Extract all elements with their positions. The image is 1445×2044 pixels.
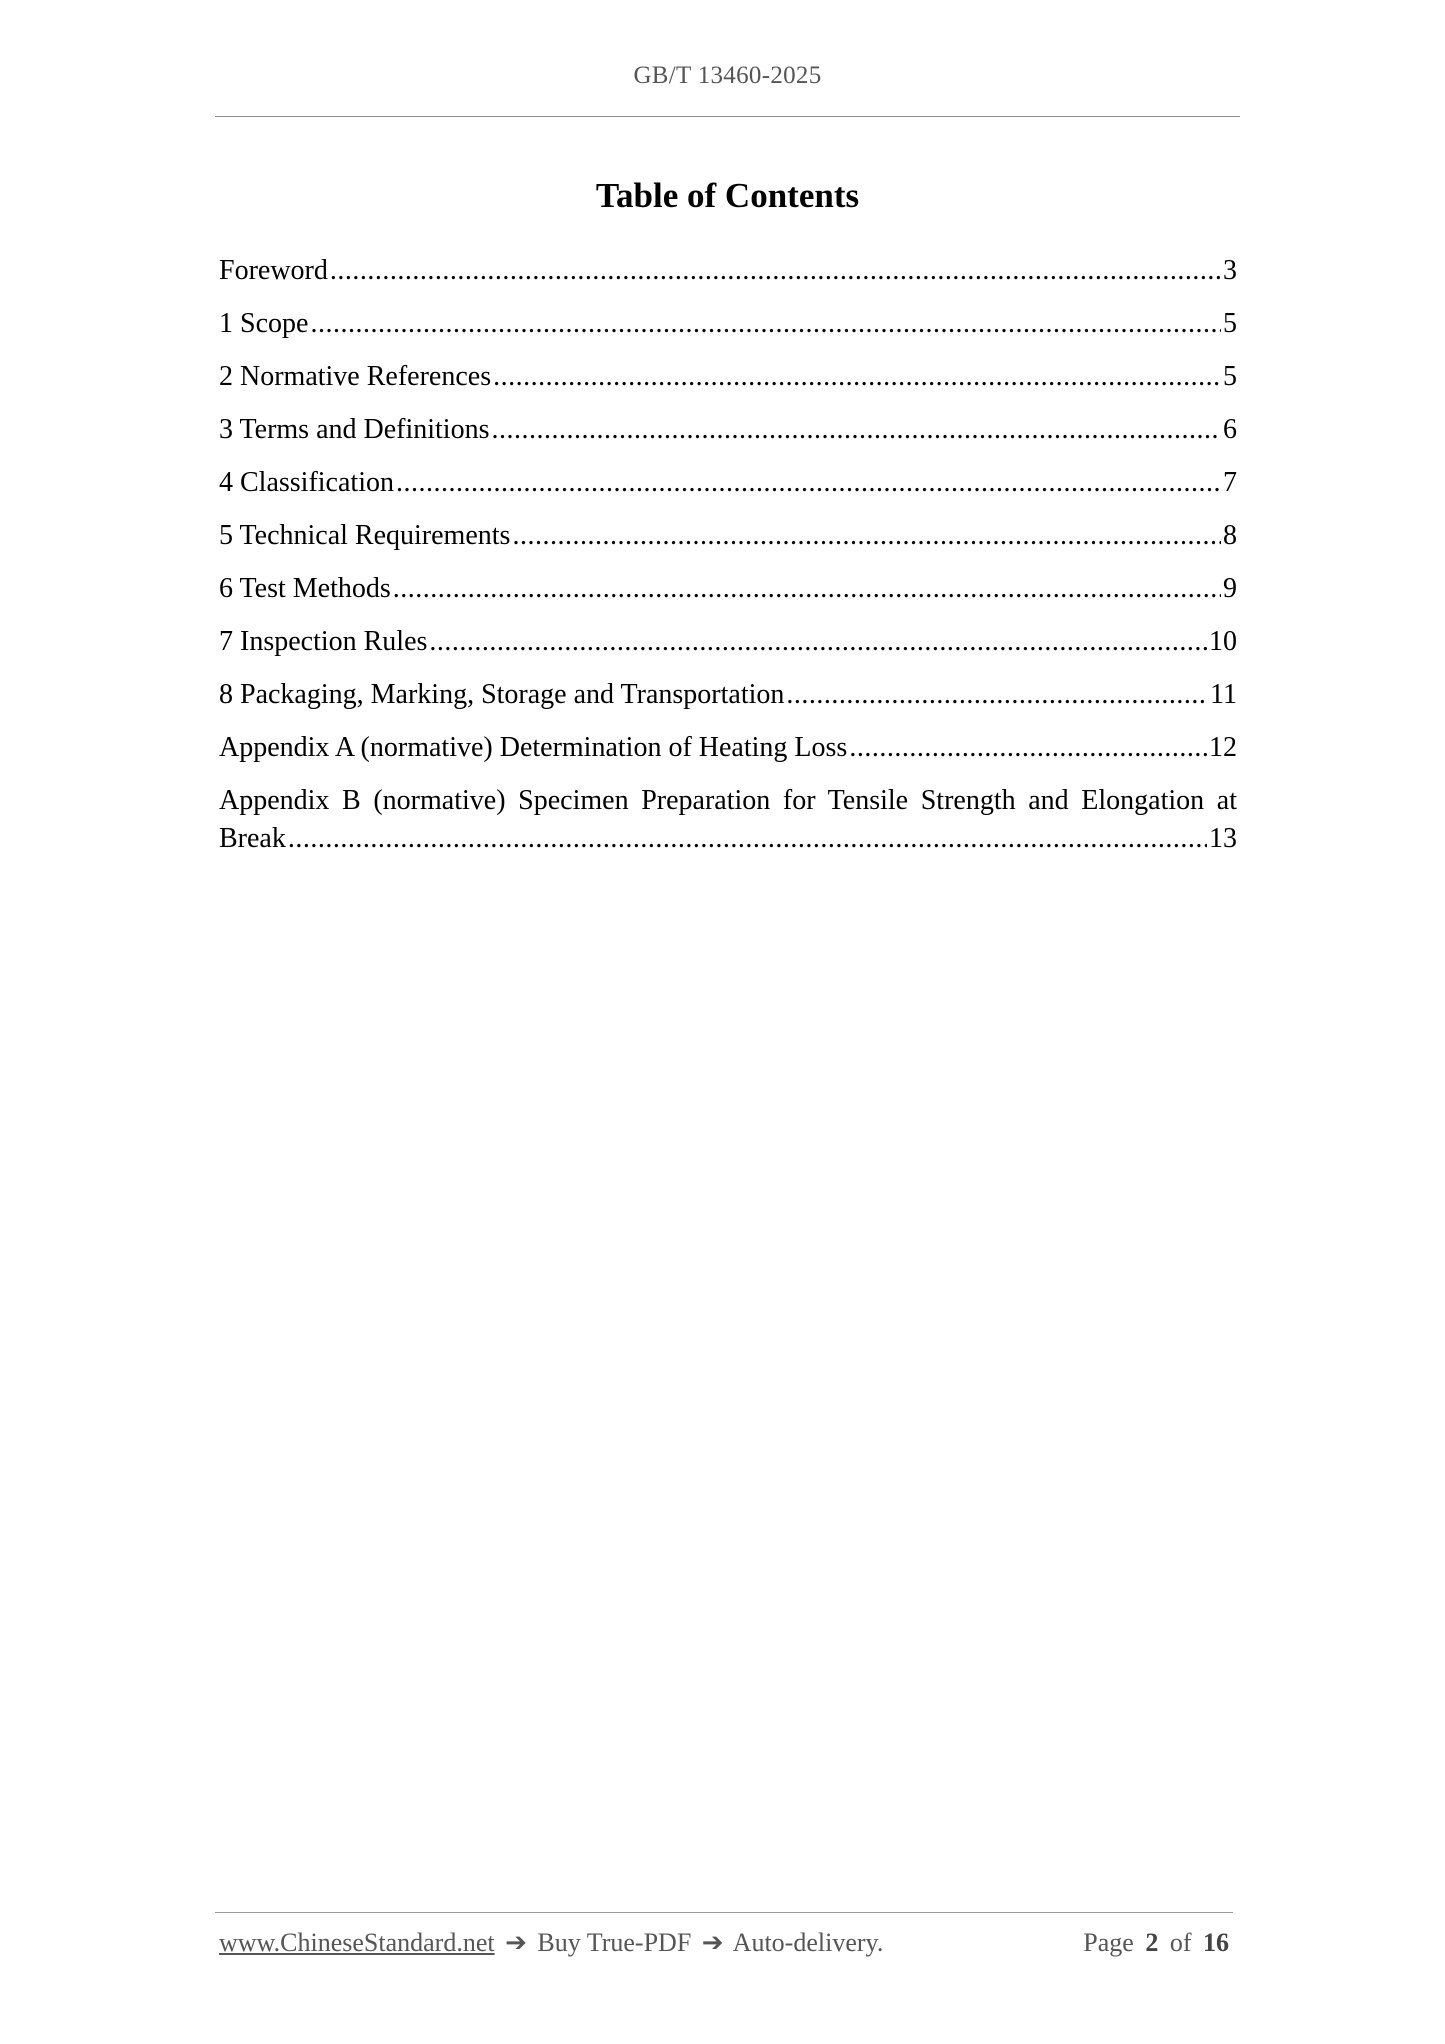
toc-entry-test-methods[interactable]: [219, 570, 1237, 623]
toc-entry-label: 7 Inspection Rules: [219, 626, 428, 657]
page-counter: [1078, 1928, 1229, 1958]
toc-entry-page: 3: [1223, 255, 1237, 286]
toc-entry-page: 11: [1210, 679, 1237, 710]
toc-leader-dots: [493, 358, 1221, 396]
toc-entry-classification[interactable]: [219, 464, 1237, 517]
toc-entry-appendix-a[interactable]: [219, 729, 1237, 782]
toc-entry-page: 13: [1209, 823, 1237, 854]
toc-entry-scope[interactable]: [219, 305, 1237, 358]
of-word: of: [1169, 1928, 1192, 1957]
toc-entry-page: 8: [1223, 520, 1237, 551]
toc-entry-label: Appendix B (normative) Specimen Preparation for Tensile Strength and Elongation at: [219, 785, 1237, 816]
toc-entry-page: 5: [1223, 361, 1237, 392]
toc-leader-dots: [849, 729, 1207, 767]
toc-entry-foreword[interactable]: [219, 252, 1237, 305]
toc-entry-label: 6 Test Methods: [219, 573, 391, 604]
toc-entry-page: 6: [1223, 414, 1237, 445]
toc-entry-label: 8 Packaging, Marking, Storage and Transportation: [219, 679, 785, 710]
buy-true-pdf-text: Buy True-PDF: [537, 1928, 692, 1957]
total-pages-number: 16: [1203, 1928, 1229, 1957]
toc-entry-page: 9: [1223, 573, 1237, 604]
toc-entry-label: 5 Technical Requirements: [219, 520, 511, 551]
toc-entry-page: 10: [1209, 626, 1237, 657]
toc-entry-label: 2 Normative References: [219, 361, 492, 392]
toc-leader-dots: [288, 820, 1207, 858]
toc-leader-dots: [429, 623, 1207, 661]
toc-leader-dots: [512, 517, 1221, 555]
toc-entry-label: 1 Scope: [219, 308, 309, 339]
toc-entry-page: 12: [1209, 732, 1237, 763]
page-footer: [219, 1928, 1229, 1958]
toc-entry-appendix-b[interactable]: [219, 782, 1237, 858]
toc-entry-label: 4 Classification: [219, 467, 394, 498]
toc-entry-label: Appendix A (normative) Determination of Heating Loss: [219, 732, 848, 763]
toc-title: Table of Contents: [595, 176, 860, 215]
toc-leader-dots: [330, 252, 1221, 290]
toc-entry-packaging[interactable]: [219, 676, 1237, 729]
site-link[interactable]: www.ChineseStandard.net: [219, 1928, 495, 1957]
document-id-header: GB/T 13460-2025: [633, 62, 822, 89]
toc-leader-dots: [393, 570, 1221, 608]
right-arrow-icon: ➔: [505, 1928, 527, 1957]
toc-entry-inspection-rules[interactable]: [219, 623, 1237, 676]
toc-entry-terms-and-definitions[interactable]: [219, 411, 1237, 464]
toc-entry-page: 5: [1223, 308, 1237, 339]
toc-entry-technical-requirements[interactable]: [219, 517, 1237, 570]
footer-promo: [219, 1928, 883, 1958]
toc-leader-dots: [396, 464, 1221, 502]
toc-leader-dots: [786, 676, 1208, 714]
toc-entry-label-continued: Break: [219, 823, 286, 854]
footer-divider: [215, 1912, 1233, 1913]
table-of-contents: [219, 252, 1237, 858]
header-divider: [215, 116, 1240, 117]
toc-entry-label: Foreword: [219, 255, 328, 286]
page-word: Page: [1083, 1928, 1134, 1957]
toc-entry-page: 7: [1223, 467, 1237, 498]
current-page-number: 2: [1145, 1928, 1159, 1957]
toc-entry-label: 3 Terms and Definitions: [219, 414, 490, 445]
right-arrow-icon: ➔: [701, 1928, 724, 1957]
toc-leader-dots: [310, 305, 1221, 343]
auto-delivery-text: Auto-delivery.: [732, 1928, 884, 1957]
toc-entry-normative-references[interactable]: [219, 358, 1237, 411]
toc-leader-dots: [491, 411, 1221, 449]
